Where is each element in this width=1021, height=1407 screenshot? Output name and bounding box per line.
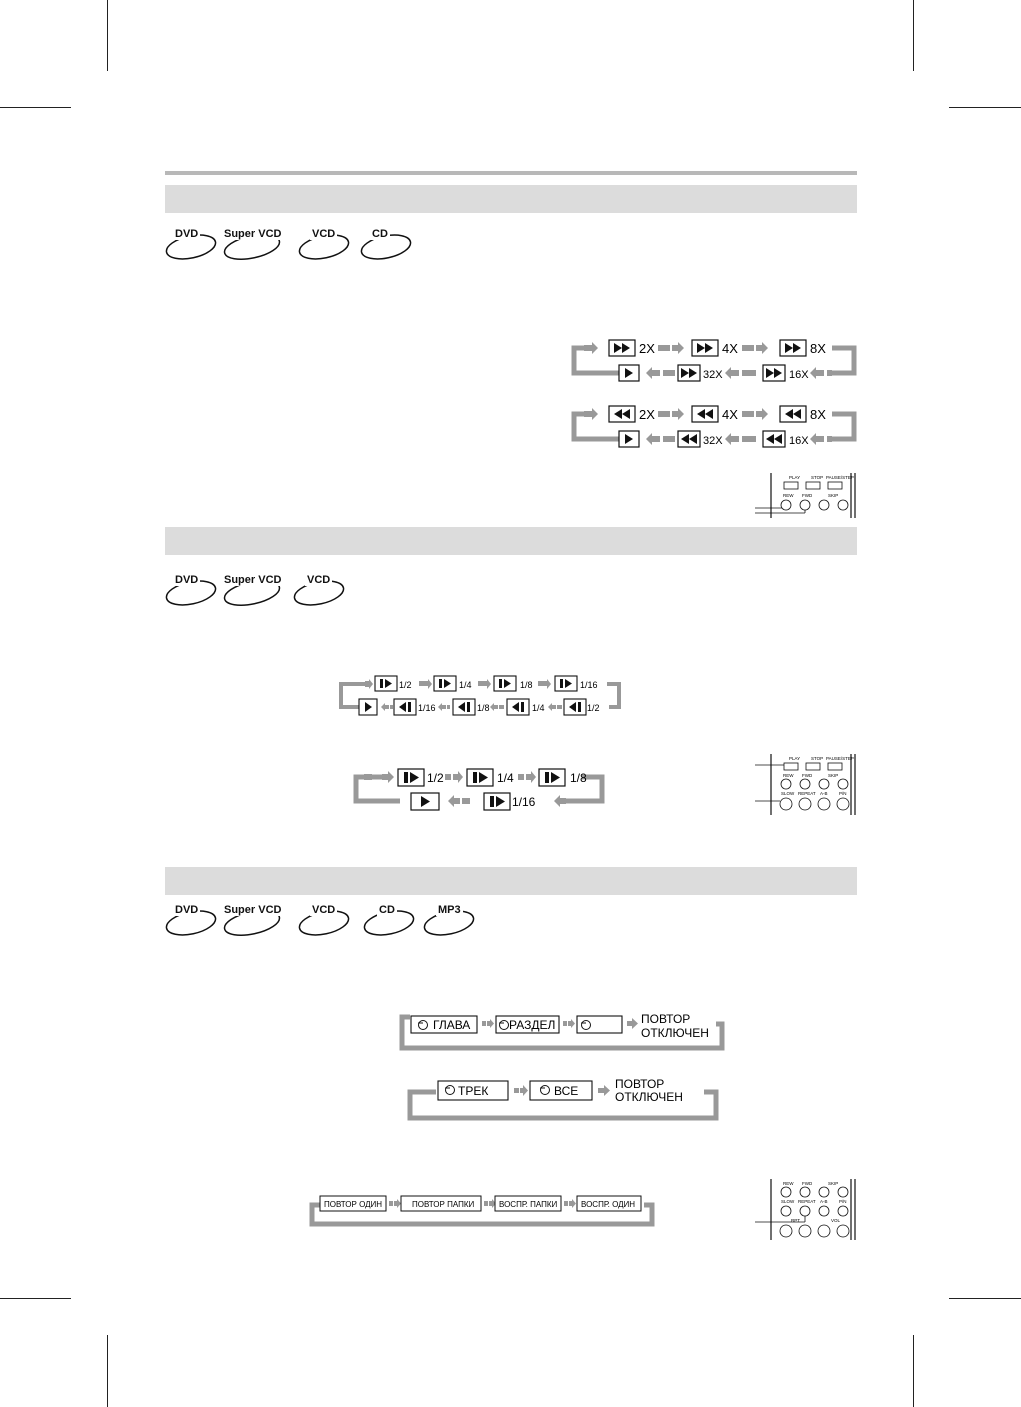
repeat-mode-label: ТРЕК bbox=[458, 1084, 489, 1098]
disc-label: Super VCD bbox=[224, 574, 282, 586]
fr-speed-label: 2X bbox=[639, 407, 655, 422]
crop-mark bbox=[913, 0, 914, 71]
disc-label: DVD bbox=[175, 228, 199, 240]
repeat-mp3-diagram bbox=[308, 1192, 656, 1228]
disc-label: VCD bbox=[307, 574, 331, 586]
fr-speed-label: 4X bbox=[722, 407, 738, 422]
disc-label: VCD bbox=[312, 228, 336, 240]
ff-speed-label: 8X bbox=[810, 341, 826, 356]
repeat-cd-diagram bbox=[404, 1075, 724, 1123]
crop-mark bbox=[913, 1335, 914, 1407]
section-header-repeat bbox=[165, 867, 857, 895]
remote-label: PAUSE/STEP bbox=[826, 475, 854, 480]
remote-label: REW bbox=[783, 773, 794, 778]
disc-icons-section3 bbox=[165, 904, 485, 944]
repeat-mode-label: ВОСПР. ПАПКИ bbox=[499, 1200, 558, 1209]
fast-reverse-diagram bbox=[570, 403, 862, 451]
disc-label: Super VCD bbox=[224, 904, 282, 916]
remote-label: STOP bbox=[811, 756, 824, 761]
fr-speed-label: 8X bbox=[810, 407, 826, 422]
remote-control-illustration bbox=[755, 1176, 859, 1242]
remote-label: REW bbox=[783, 493, 794, 498]
slow-play-dvd-diagram bbox=[335, 673, 627, 719]
remote-label: VOL bbox=[831, 1218, 841, 1223]
disc-icons-section2 bbox=[165, 574, 355, 614]
remote-label: A-B bbox=[820, 791, 828, 796]
remote-label: PAUSE/STEP bbox=[826, 756, 854, 761]
remote-label: A-B bbox=[820, 1199, 828, 1204]
ff-speed-label: 32X bbox=[703, 369, 723, 381]
remote-label: REPEAT bbox=[798, 791, 816, 796]
remote-label: SLOW bbox=[781, 791, 795, 796]
remote-label: FWD bbox=[802, 773, 813, 778]
disc-icons-section1 bbox=[165, 228, 425, 268]
slow-rate-label: 1/4 bbox=[497, 771, 514, 785]
repeat-mode-label: РАЗДЕЛ bbox=[509, 1018, 556, 1032]
remote-label: SKIP bbox=[828, 773, 839, 778]
slow-rate-label: 1/4 bbox=[459, 680, 472, 690]
repeat-mode-label: ПОВТОР ОДИН bbox=[324, 1200, 383, 1209]
remote-label: P/N bbox=[839, 1199, 847, 1204]
remote-label: RPT bbox=[791, 1218, 800, 1223]
repeat-off-label: ОТКЛЮЧЕН bbox=[615, 1090, 683, 1104]
slow-rate-label: 1/8 bbox=[520, 680, 533, 690]
disc-label: DVD bbox=[175, 574, 199, 586]
fr-speed-label: 16X bbox=[789, 435, 809, 447]
remote-label: PLAY bbox=[789, 756, 801, 761]
section-header-slow-play bbox=[165, 527, 857, 555]
slow-rate-label: 1/2 bbox=[587, 703, 600, 713]
remote-label: SKIP bbox=[828, 493, 839, 498]
repeat-dvd-diagram bbox=[398, 1010, 730, 1055]
repeat-mode-label: ВСЕ bbox=[554, 1084, 579, 1098]
remote-control-illustration bbox=[755, 470, 859, 520]
remote-label: FWD bbox=[802, 493, 813, 498]
repeat-off-label: ПОВТОР bbox=[641, 1012, 691, 1026]
header-rule bbox=[165, 171, 857, 175]
disc-label: VCD bbox=[312, 904, 336, 916]
crop-mark bbox=[107, 1335, 108, 1407]
slow-rate-label: 1/16 bbox=[418, 703, 436, 713]
disc-label: CD bbox=[379, 904, 395, 916]
remote-control-illustration bbox=[755, 751, 859, 817]
crop-mark bbox=[0, 107, 71, 108]
slow-rate-label: 1/2 bbox=[399, 680, 412, 690]
repeat-mode-label: ГЛАВА bbox=[433, 1018, 471, 1032]
slow-rate-label: 1/16 bbox=[580, 680, 598, 690]
disc-label: DVD bbox=[175, 904, 199, 916]
remote-label: PLAY bbox=[789, 475, 801, 480]
remote-label: SLOW bbox=[781, 1199, 795, 1204]
crop-mark bbox=[949, 1298, 1021, 1299]
remote-label: REPEAT bbox=[798, 1199, 816, 1204]
crop-mark bbox=[949, 107, 1021, 108]
remote-label: REW bbox=[783, 1181, 794, 1186]
crop-mark bbox=[107, 0, 108, 71]
remote-label: P/N bbox=[839, 791, 847, 796]
slow-rate-label: 1/4 bbox=[532, 703, 545, 713]
disc-label: CD bbox=[372, 228, 388, 240]
fast-forward-diagram bbox=[570, 337, 862, 385]
repeat-off-label: ПОВТОР bbox=[615, 1077, 665, 1091]
disc-label: Super VCD bbox=[224, 228, 282, 240]
ff-speed-label: 2X bbox=[639, 341, 655, 356]
slow-rate-label: 1/16 bbox=[512, 795, 536, 809]
disc-label: MP3 bbox=[438, 904, 461, 916]
slow-rate-label: 1/8 bbox=[477, 703, 490, 713]
repeat-mode-label: ПОВТОР ПАПКИ bbox=[412, 1200, 475, 1209]
crop-mark bbox=[0, 1298, 71, 1299]
ff-speed-label: 4X bbox=[722, 341, 738, 356]
ff-speed-label: 16X bbox=[789, 369, 809, 381]
slow-rate-label: 1/2 bbox=[427, 771, 444, 785]
fr-speed-label: 32X bbox=[703, 435, 723, 447]
slow-rate-label: 1/8 bbox=[570, 771, 587, 785]
repeat-mode-label: ВОСПР. ОДИН bbox=[581, 1200, 636, 1209]
remote-label: FWD bbox=[802, 1181, 813, 1186]
remote-label: STOP bbox=[811, 475, 824, 480]
repeat-off-label: ОТКЛЮЧЕН bbox=[641, 1026, 709, 1040]
slow-play-vcd-diagram bbox=[350, 765, 610, 813]
section-header-fast-play bbox=[165, 185, 857, 213]
remote-label: SKIP bbox=[828, 1181, 839, 1186]
